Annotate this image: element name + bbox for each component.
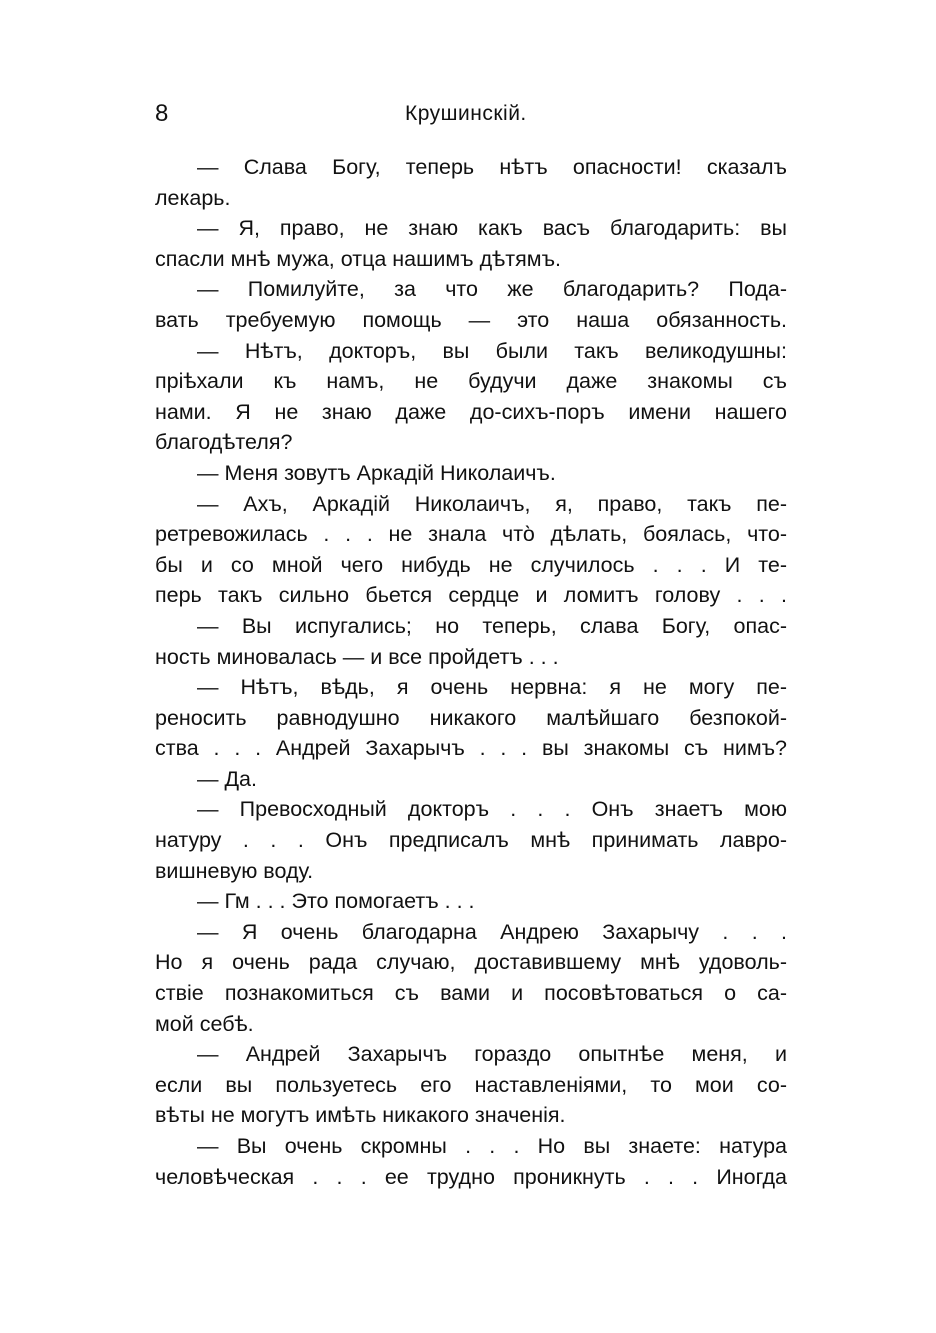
paragraph [155, 611, 787, 672]
text-line: — Вы очень скромны . . . Но вы знаете: натура [197, 1134, 787, 1158]
paragraph [155, 764, 787, 795]
text-line: вишневую воду. [155, 858, 314, 883]
paragraph [155, 672, 787, 764]
text-line: — Андрей Захарычъ гораздо опытнѣе меня, и [197, 1042, 787, 1067]
text-line: ретревожилась . . . не знала что̀ дѣлать, боялась, что- [155, 522, 787, 547]
paragraph [155, 152, 787, 213]
text-line: — Помилуйте, за что же благодарить? Пода- [197, 277, 787, 302]
paragraph [155, 213, 787, 274]
text-line: — Меня зовутъ Аркадій Николаичъ. [197, 460, 556, 485]
page-header [155, 100, 785, 136]
text-line: человѣческая . . . ее трудно проникнуть . . . Иногда [155, 1164, 787, 1189]
text-line: Но я очень рада случаю, доставившему мнѣ удоволь- [155, 950, 787, 975]
text-line: лекарь. [155, 185, 231, 210]
body-text [155, 152, 787, 1192]
text-line: — Превосходный докторъ . . . Онъ знаетъ мою [197, 797, 787, 822]
text-line: — Гм . . . Это помогаетъ . . . [197, 889, 475, 914]
page-number: 8 [155, 100, 169, 127]
text-line: — Я очень благодарна Андрею Захарычу . . . [197, 919, 787, 944]
paragraph [155, 1131, 787, 1192]
paragraph [155, 886, 787, 917]
paragraph [155, 274, 787, 335]
paragraph [155, 917, 787, 1039]
text-line: — Слава Богу, теперь нѣтъ опасности! сказалъ [197, 155, 787, 179]
text-line: — Нѣтъ, вѣдь, я очень нервна: я не могу пе- [197, 675, 787, 700]
text-line: мой себѣ. [155, 1011, 254, 1036]
text-line: пріѣхали къ намъ, не будучи даже знакомы съ [155, 369, 787, 394]
text-line: если вы пользуетесь его наставленіями, то мои со- [155, 1072, 787, 1097]
text-line: — Ахъ, Аркадій Николаичъ, я, право, такъ пе- [197, 491, 787, 516]
text-line: — Я, право, не знаю какъ васъ благодарить: вы [197, 216, 787, 241]
paragraph [155, 489, 787, 611]
running-head: Крушинскій. [405, 102, 527, 125]
text-line: ства . . . Андрей Захарычъ . . . вы знакомы съ нимъ? [155, 736, 787, 761]
text-line: вать требуемую помощь — это наша обязанность. [155, 307, 787, 332]
text-line: благодѣтеля? [155, 430, 293, 455]
text-line: нами. Я не знаю даже до-сихъ-поръ имени нашего [155, 399, 787, 424]
text-line: ствіе познакомиться съ вами и посовѣтоваться о са- [155, 981, 787, 1006]
text-line: ность миновалась — и все пройдетъ . . . [155, 644, 559, 669]
paragraph [155, 458, 787, 489]
text-line: — Нѣтъ, докторъ, вы были такъ великодушны: [197, 338, 787, 363]
paragraph [155, 336, 787, 458]
paragraph [155, 1039, 787, 1131]
text-line: спасли мнѣ мужа, отца нашимъ дѣтямъ. [155, 246, 561, 271]
text-line: реносить равнодушно никакого малѣйшаго безпокой- [155, 705, 787, 730]
paragraph [155, 794, 787, 886]
text-line: — Вы испугались; но теперь, слава Богу, опас- [197, 613, 787, 638]
text-line: бы и со мной чего нибудь не случилось . . . И те- [155, 552, 787, 577]
text-line: натуру . . . Онъ предписалъ мнѣ принимать лавро- [155, 828, 787, 853]
text-line: — Да. [197, 766, 257, 791]
text-line: вѣты не могутъ имѣть никакого значенія. [155, 1103, 566, 1128]
text-line: перь такъ сильно бьется сердце и ломитъ голову . . . [155, 583, 787, 608]
